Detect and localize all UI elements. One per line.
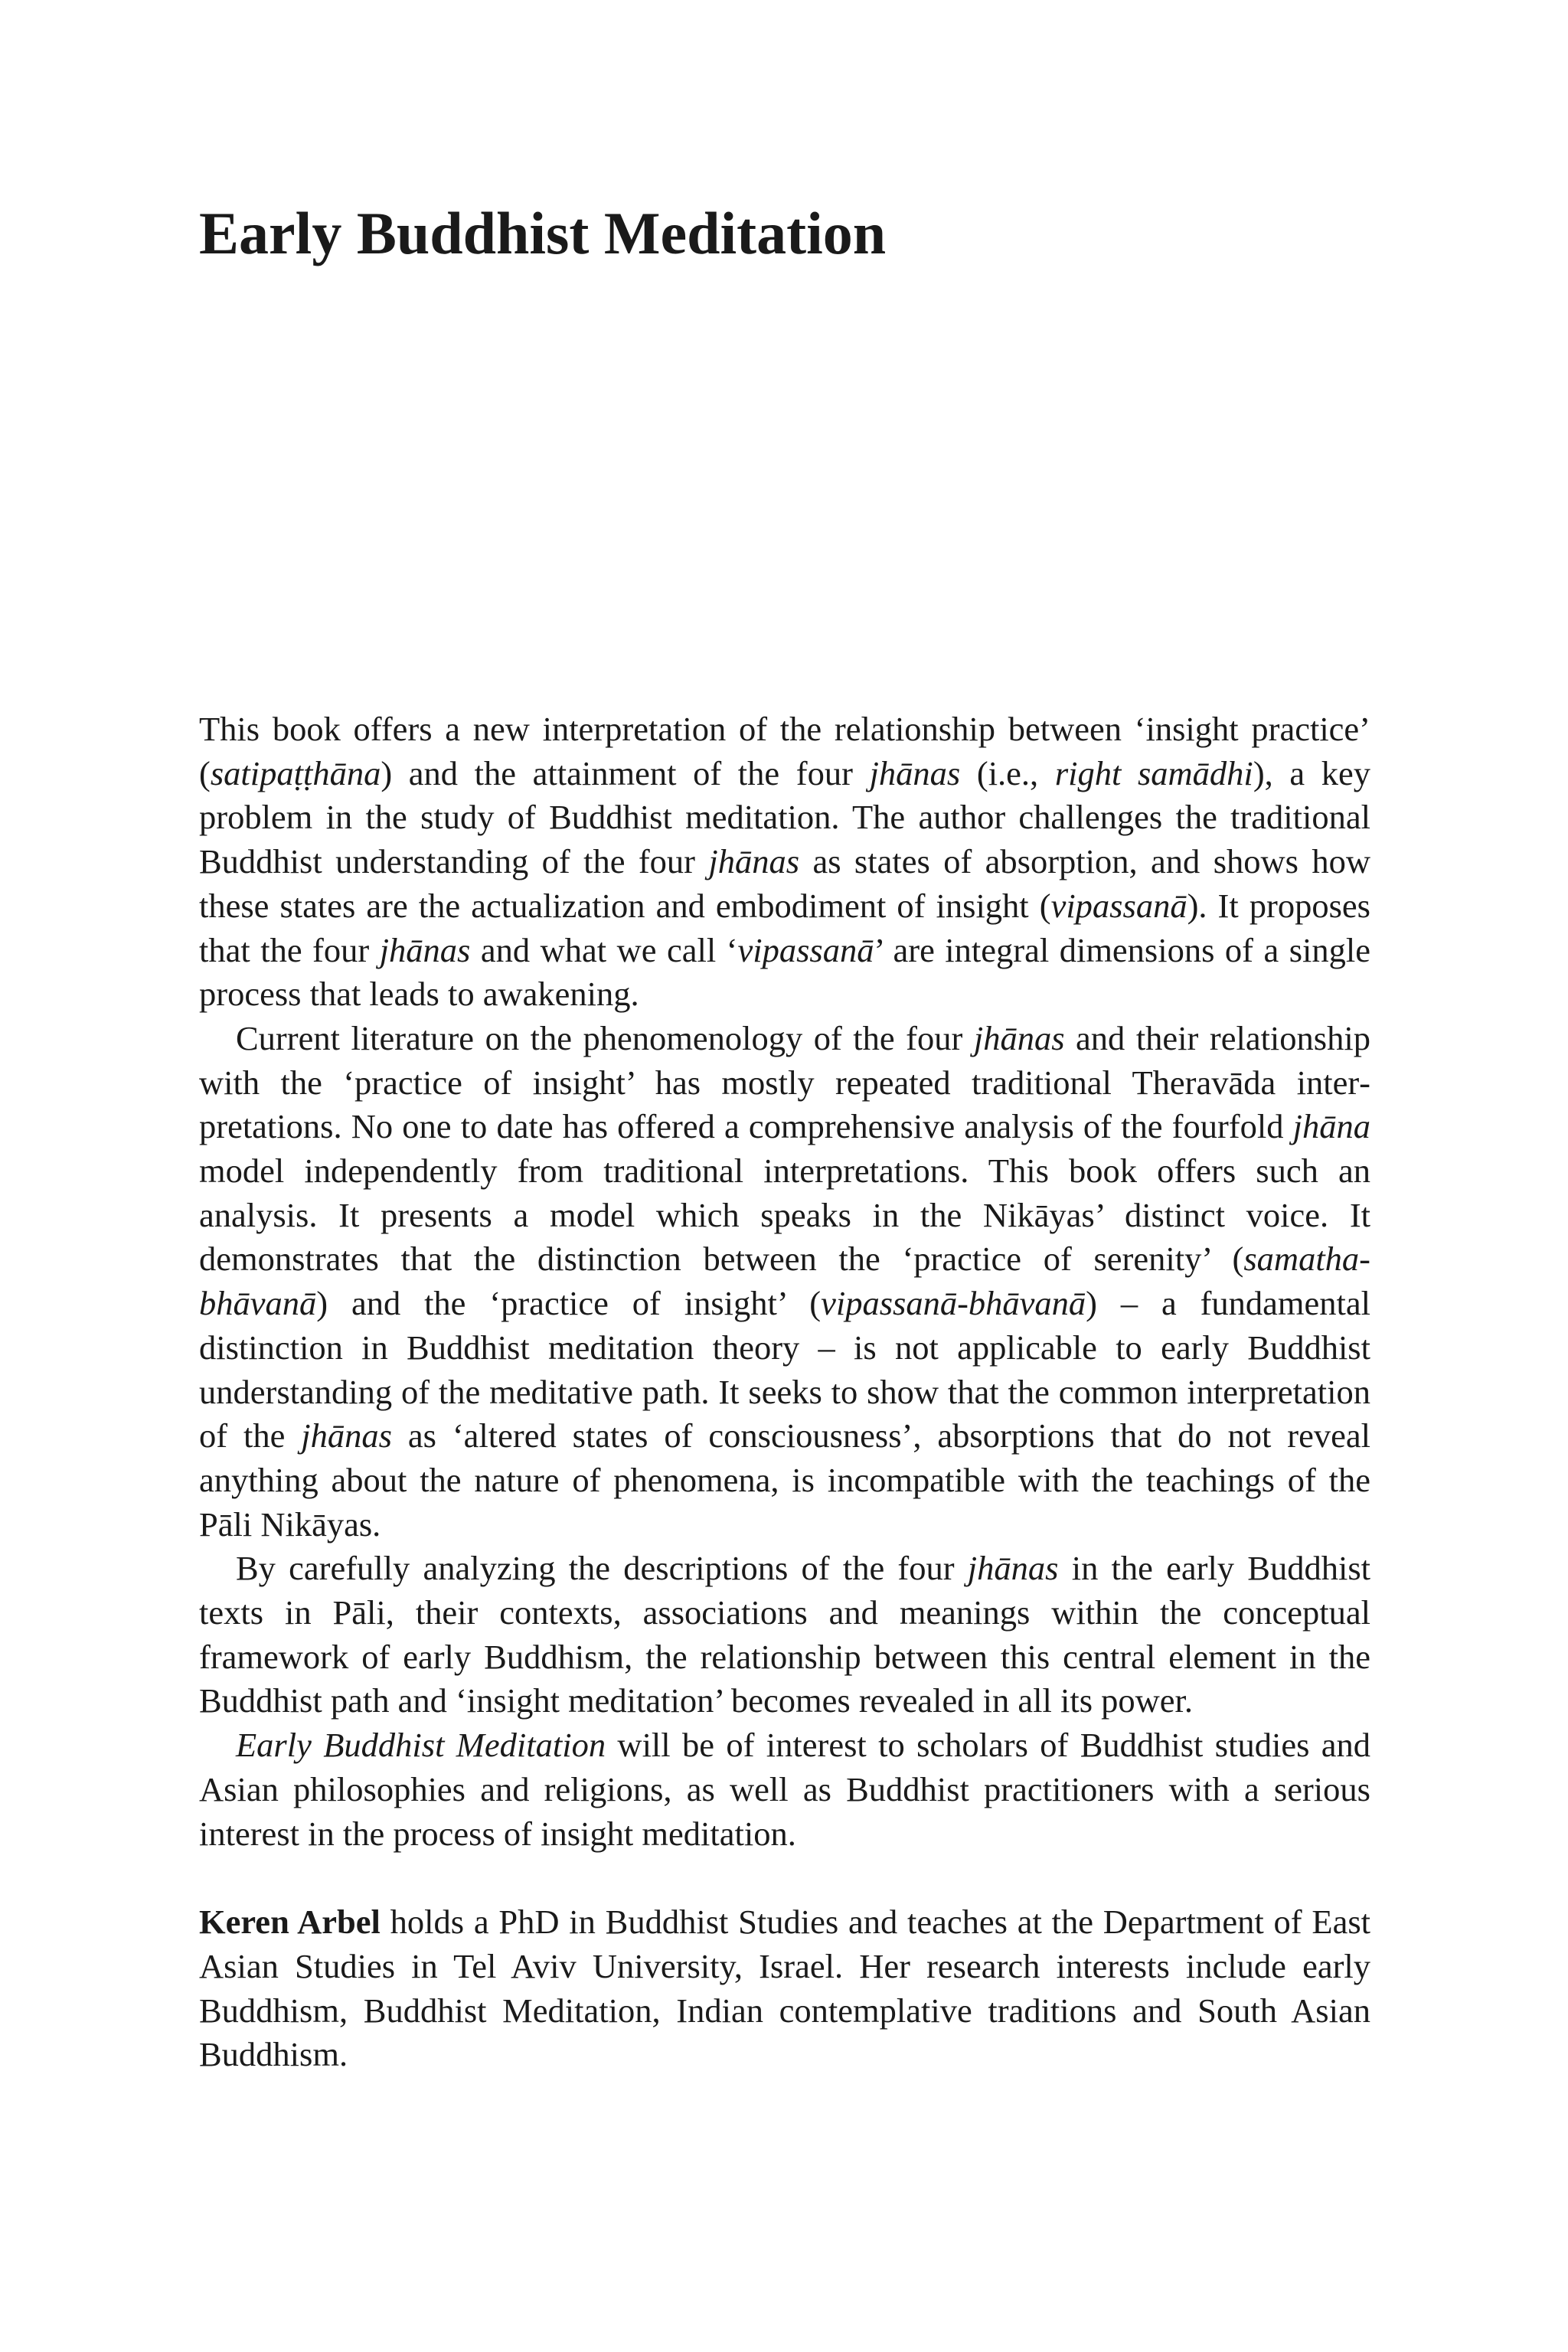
- italic-term: jhānas: [379, 930, 471, 969]
- description-paragraph-1: [199, 707, 1370, 1017]
- italic-term: satipaṭṭhāna: [210, 753, 381, 792]
- author-bio: [199, 1900, 1370, 2077]
- italic-term: jhāna: [1292, 1107, 1370, 1146]
- page-title: Early Buddhist Meditation: [199, 200, 887, 266]
- italic-term: jhānas: [301, 1416, 392, 1455]
- text-run: ) and the attainment of the four: [381, 753, 870, 792]
- text-run: as states of absorption, and shows how these states are the actualization and embodiment of insight (: [199, 842, 1370, 925]
- italic-term: jhānas: [967, 1549, 1059, 1588]
- text-run: ). It proposes that the four: [199, 886, 1371, 969]
- text-run: and what we call ‘: [470, 930, 738, 969]
- text-run: ) and the ‘practice of insight’ (: [316, 1284, 822, 1323]
- text-run: This book offers a new interpretation of the relationship between ‘insight practice’ (: [199, 710, 1370, 792]
- italic-term: jhānas: [869, 753, 961, 792]
- text-run: ’ are integral dimensions of a single process that leads to awakening.: [199, 930, 1370, 1014]
- book-description: [199, 707, 1370, 2077]
- author-name: Keren Arbel: [199, 1903, 381, 1942]
- text-run: ), a key problem in the study of Buddhist meditation. The author challenges the traditional Buddhist understanding of the four: [199, 753, 1371, 881]
- text-run: holds a PhD in Buddhist Studies and teaches at the Department of East Asian Studies in Tel Aviv University, Israel. Her research interests include early Buddhism, Buddhist Meditation, Indian contemplative traditions and South Asian Buddhism.: [199, 1903, 1371, 2074]
- text-run: By carefully analyzing the descriptions of the four: [236, 1549, 968, 1588]
- italic-term: vipassanā: [737, 930, 874, 969]
- italic-term: samatha-bhāvanā: [199, 1240, 1370, 1323]
- italic-term: right samādhi: [1054, 753, 1253, 792]
- italic-term: vipassanā-bhāvanā: [821, 1284, 1086, 1323]
- text-run: (i.e.,: [960, 753, 1055, 792]
- description-paragraph-2: [199, 1017, 1370, 1547]
- italic-term: jhānas: [973, 1018, 1065, 1057]
- text-run: as ‘altered states of consciousness’, absorptions that do not reveal anything about the nature of phenomena, is incompatible with the teachings of the Pāli Nikāyas.: [199, 1416, 1370, 1544]
- description-paragraph-3: [199, 1547, 1370, 1723]
- text-run: in the early Buddhist texts in Pāli, their contexts, associations and meanings within the conceptual framework of early Buddhism, the relationship between this central element in the Buddhist path and ‘insight meditation’ becomes revealed in all its power.: [199, 1549, 1371, 1720]
- italic-term: Early Buddhist Meditation: [236, 1726, 606, 1765]
- text-run: and their relationship with the ‘practice of insight’ has mostly repeated traditional Theravāda interpretations. No one to date has offered a comprehensive analysis of the fourfold: [199, 1018, 1370, 1146]
- text-run: model independently from traditional interpretations. This book offers such an analysis. It presents a model which speaks in the Nikāyas’ distinct voice. It demonstrates that the distinction between the ‘practice of serenity’ (: [199, 1152, 1370, 1279]
- italic-term: jhānas: [708, 842, 800, 881]
- description-paragraph-4: [199, 1723, 1370, 1856]
- text-run: Current literature on the phenomenology of the four: [236, 1018, 974, 1057]
- text-run: ) – a fundamental distinction in Buddhist meditation theory – is not applicable to early Buddhist understanding of the meditative path. It seeks to show that the common interpretation of the: [199, 1284, 1371, 1455]
- italic-term: vipassanā: [1050, 886, 1187, 925]
- text-run: will be of interest to scholars of Buddhist studies and Asian philosophies and religions, as well as Buddhist practitioners with a serious interest in the process of insight meditation.: [199, 1726, 1370, 1853]
